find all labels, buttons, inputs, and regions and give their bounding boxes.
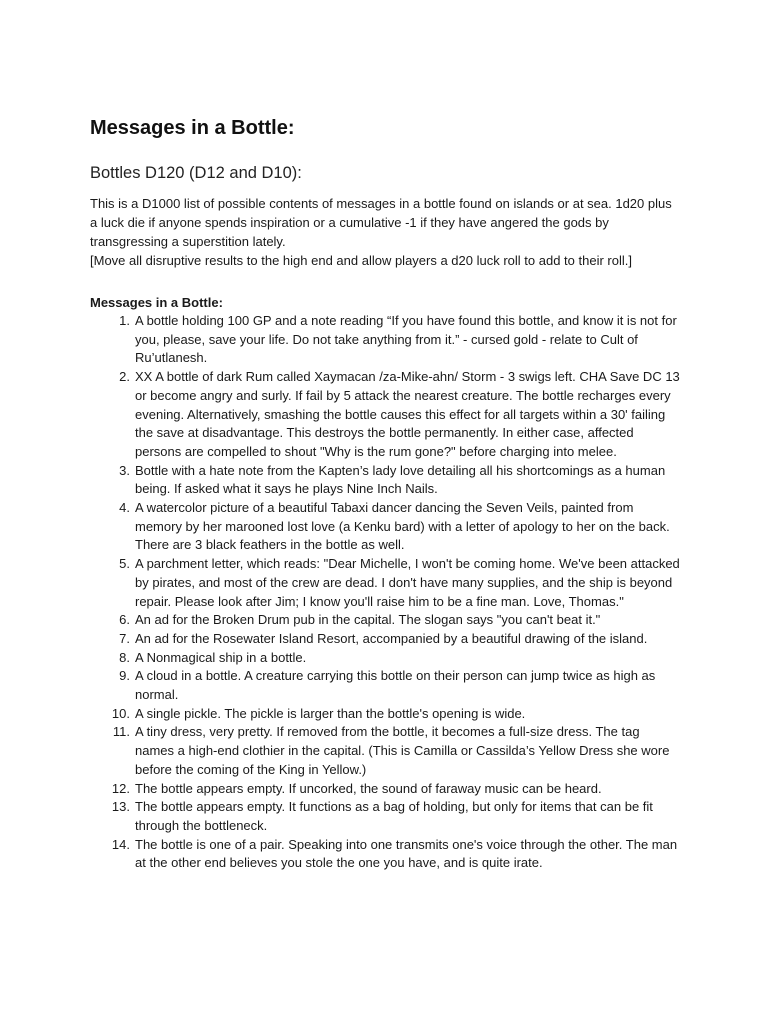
list-item — [90, 499, 680, 555]
list-item-text: An ad for the Broken Drum pub in the capital. The slogan says "you can't beat it." — [135, 612, 601, 628]
list-item — [90, 723, 680, 779]
list-item-text: The bottle is one of a pair. Speaking into one transmits one's voice through the other. The man at the other end believes you stole the one you have, and is quite irate. — [135, 836, 678, 871]
list-item — [90, 649, 680, 668]
intro-text — [90, 194, 680, 270]
list-item — [90, 705, 680, 724]
list-item-number: 1. — [119, 313, 130, 328]
list-item-number: 13. — [111, 799, 130, 815]
list-item-text: A single pickle. The pickle is larger than the bottle's opening is wide. — [135, 705, 526, 721]
list-item-text: An ad for the Rosewater Island Resort, accompanied by a beautiful drawing of the island. — [135, 630, 648, 646]
document-page — [90, 114, 680, 873]
list-item-number: 2. — [119, 369, 130, 385]
list-item-number: 12. — [111, 780, 130, 796]
list-item-text: A Nonmagical ship in a bottle. — [135, 649, 307, 665]
list-item-text: A parchment letter, which reads: "Dear Michelle, I won't be coming home. We've been attacked by pirates, and most of the crew are dead. I don't have many supplies, and the ship is beyond repair. Please look after Jim; I know you'll raise him to be a fine man. Love, Thomas." — [135, 556, 680, 609]
list-item — [90, 611, 680, 630]
list-item-text: A bottle holding 100 GP and a note reading “If you have found this bottle, and know it is not for you, please, save your life. Do not take anything from it.” - cursed gold - relate to Cult of Ru’utlanesh. — [135, 313, 677, 366]
list-item — [90, 836, 680, 873]
list-item — [90, 555, 680, 611]
document-title: Messages in a Bottle: — [90, 117, 295, 139]
list-item-text: The bottle appears empty. If uncorked, the sound of faraway music can be heard. — [135, 780, 602, 796]
list-item-text: XX A bottle of dark Rum called Xaymacan /za-Mike-ahn/ Storm - 3 swigs left. CHA Save DC 13 or become angry and surly. If fail by 5 attack the nearest creature. The bottle recharges every evening. Alternatively, smashing the bottle causes this effect for all targets within a 30' failing the save at disadvantage. This destroys the bottle permanently. In either case, affected persons are compelled to shout "Why is the rum gone?" before charging into melee. — [135, 369, 680, 459]
intro-note: [Move all disruptive results to the high end and allow players a d20 luck roll to add to their roll.] — [90, 253, 632, 268]
list-item-number: 6. — [119, 612, 130, 628]
list-item-text: A watercolor picture of a beautiful Tabaxi dancer dancing the Seven Veils, painted from memory by her marooned lost love (a Kenku bard) with a letter of apology to her on the back. There are 3 black feathers in the bottle as well. — [135, 500, 670, 553]
list-item — [90, 630, 680, 649]
list-item-number: 11. — [112, 724, 130, 740]
list-item — [90, 780, 680, 799]
list-item — [90, 798, 680, 835]
list-item — [90, 462, 680, 499]
list-item — [90, 368, 680, 462]
list-item — [90, 667, 680, 704]
list-item-number: 3. — [119, 462, 130, 478]
list-item — [90, 312, 680, 368]
intro-paragraph: This is a D1000 list of possible contents of messages in a bottle found on islands or at sea. 1d20 plus a luck die if anyone spends inspiration or a cumulative -1 if they have angered the gods by transgressing a superstition lately. — [90, 196, 672, 249]
list-item-text: A cloud in a bottle. A creature carrying this bottle on their person can jump twice as high as normal. — [135, 668, 656, 703]
messages-list — [90, 312, 680, 873]
section-subtitle: Bottles D120 (D12 and D10): — [90, 164, 302, 182]
list-item-text: Bottle with a hate note from the Kapten’s lady love detailing all his shortcomings as a human being. If asked what it says he plays Nine Inch Nails. — [135, 462, 666, 497]
list-item-number: 14. — [111, 836, 130, 852]
list-item-text: A tiny dress, very pretty. If removed from the bottle, it becomes a full-size dress. The tag names a high-end clothier in the capital. (This is Camilla or Cassilda’s Yellow Dress she wore before the coming of the King in Yellow.) — [135, 724, 670, 777]
list-item-number: 4. — [119, 500, 130, 516]
list-item-number: 9. — [119, 668, 130, 684]
list-item-number: 10. — [111, 705, 130, 721]
list-item-number: 8. — [119, 649, 130, 665]
list-item-number: 5. — [119, 556, 130, 572]
list-heading: Messages in a Bottle: — [90, 295, 223, 310]
list-item-text: The bottle appears empty. It functions as a bag of holding, but only for items that can be fit through the bottleneck. — [135, 799, 653, 833]
list-item-number: 7. — [119, 630, 130, 646]
